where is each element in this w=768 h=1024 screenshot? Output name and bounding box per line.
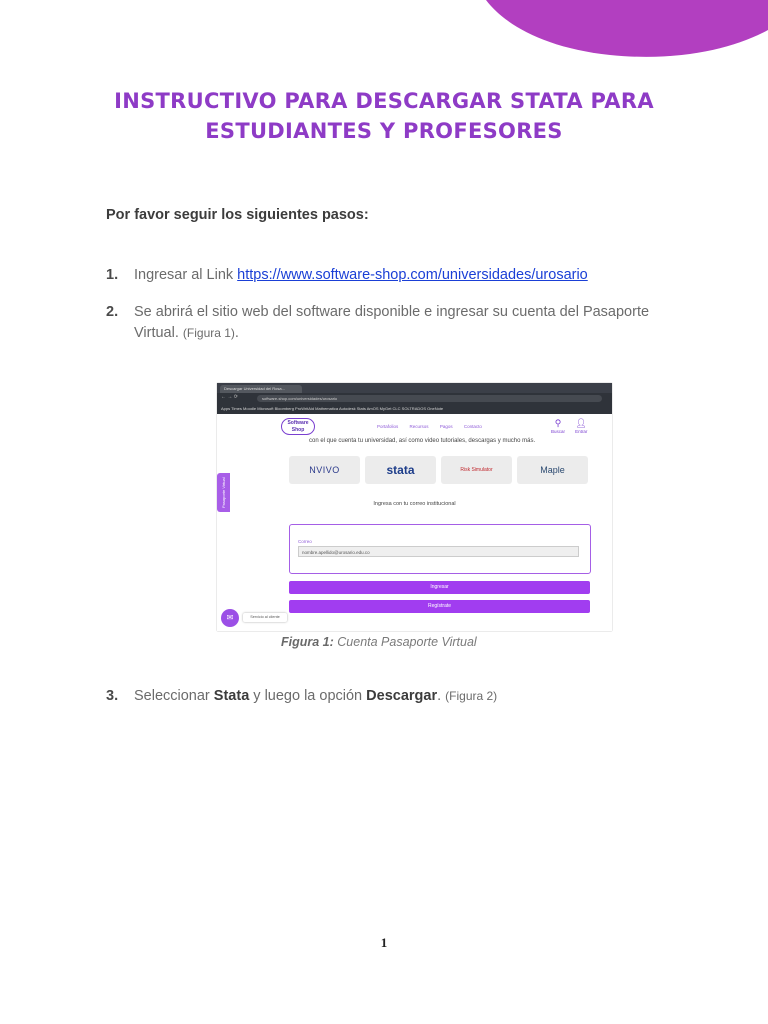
step-text: Se abrirá el sitio web del software disponible e ingresar su cuenta del Pasaporte Virtual.: [134, 304, 650, 341]
risk-simulator-logo: Risk Simulator: [441, 456, 512, 484]
browser-tabbar: [217, 383, 612, 393]
step-number: 2.: [106, 304, 119, 320]
maple-logo: Maple: [517, 456, 588, 484]
logo-text-2: Shop: [291, 427, 305, 433]
page-number: 1: [380, 935, 388, 950]
email-field: nombre.apellido@urosario.edu.co: [298, 546, 579, 557]
step-text: Ingresar al Link: [134, 267, 238, 283]
title-line-2: ESTUDIANTES Y PROFESORES: [205, 119, 563, 143]
login-form: [289, 524, 591, 574]
figure-ref: (Figura 2): [445, 689, 498, 703]
chat-label: Servicio al cliente: [243, 613, 287, 622]
login-prompt: Ingresa con tu correo institucional: [373, 501, 456, 507]
software-shop-logo: [281, 418, 315, 435]
intro-text: Por favor seguir los siguientes pasos:: [106, 207, 369, 223]
decorative-blob: [0, 0, 768, 80]
step-text: y luego la opción: [249, 688, 367, 704]
nvivo-logo: NVIVO: [289, 456, 360, 484]
step-1: [106, 265, 686, 286]
header-icons: [547, 418, 602, 434]
figure-1-screenshot: [217, 383, 612, 631]
stata-bold: Stata: [213, 688, 250, 704]
pasaporte-side-tab: Pasaporte Virtual: [217, 473, 230, 512]
nav-item: Pagos: [439, 424, 453, 429]
nav-item: Contacto: [463, 424, 482, 429]
browser-urlbar: [217, 393, 612, 404]
site-subtitle: con el que cuenta tu universidad, así como video tutoriales, descargas y mucho más.: [309, 438, 536, 444]
descargar-bold: Descargar: [366, 688, 438, 704]
stata-logo: stata: [365, 456, 436, 484]
url-field: software-shop.com/universidades/urosario: [257, 395, 602, 402]
figure-1-caption: [281, 635, 477, 649]
step-text: .: [437, 688, 446, 704]
document-title: [60, 86, 708, 146]
step-2: [106, 302, 686, 344]
registrate-button: Regístrate: [289, 600, 590, 613]
search-icon: ⚲ Buscar: [550, 418, 565, 434]
caption-label: Figura 1:: [281, 635, 334, 649]
figure-ref: (Figura 1): [182, 326, 235, 340]
ingresar-button: Ingresar: [289, 581, 590, 594]
step-text: Seleccionar: [134, 688, 214, 704]
search-label: Buscar: [550, 429, 565, 434]
step-number: 3.: [106, 688, 119, 704]
site-nav-links: [377, 424, 492, 429]
site-header: [217, 414, 612, 440]
caption-text: Cuenta Pasaporte Virtual: [333, 635, 477, 649]
nav-arrows-icon: ← → ⟳: [221, 394, 238, 400]
title-line-1: INSTRUCTIVO PARA DESCARGAR STATA PARA: [114, 89, 654, 113]
email-label: Correo: [298, 539, 312, 544]
step-3: [106, 686, 686, 707]
enter-label: Entrar: [575, 429, 588, 434]
bookmarks-bar: Apps Times Moodle Microsoft Bloomberg ProWritAid Mathematica Autodesk Stats AmOS MyGet CLC SOLTRADOS OneNote: [217, 404, 612, 414]
software-shop-link[interactable]: https://www.software-shop.com/universidades/urosario: [237, 267, 588, 283]
nav-item: Recursos: [409, 424, 429, 429]
user-icon: 👤︎ Entrar: [575, 418, 588, 434]
logo-text-1: Software: [287, 420, 309, 426]
software-logos: [289, 456, 589, 484]
step-number: 1.: [106, 267, 119, 283]
chat-icon: ✉: [221, 609, 239, 627]
step-suffix: .: [234, 325, 239, 341]
browser-tab: Descargar Universidad del Rosa...: [220, 385, 302, 393]
nav-item: Portafolios: [377, 424, 399, 429]
